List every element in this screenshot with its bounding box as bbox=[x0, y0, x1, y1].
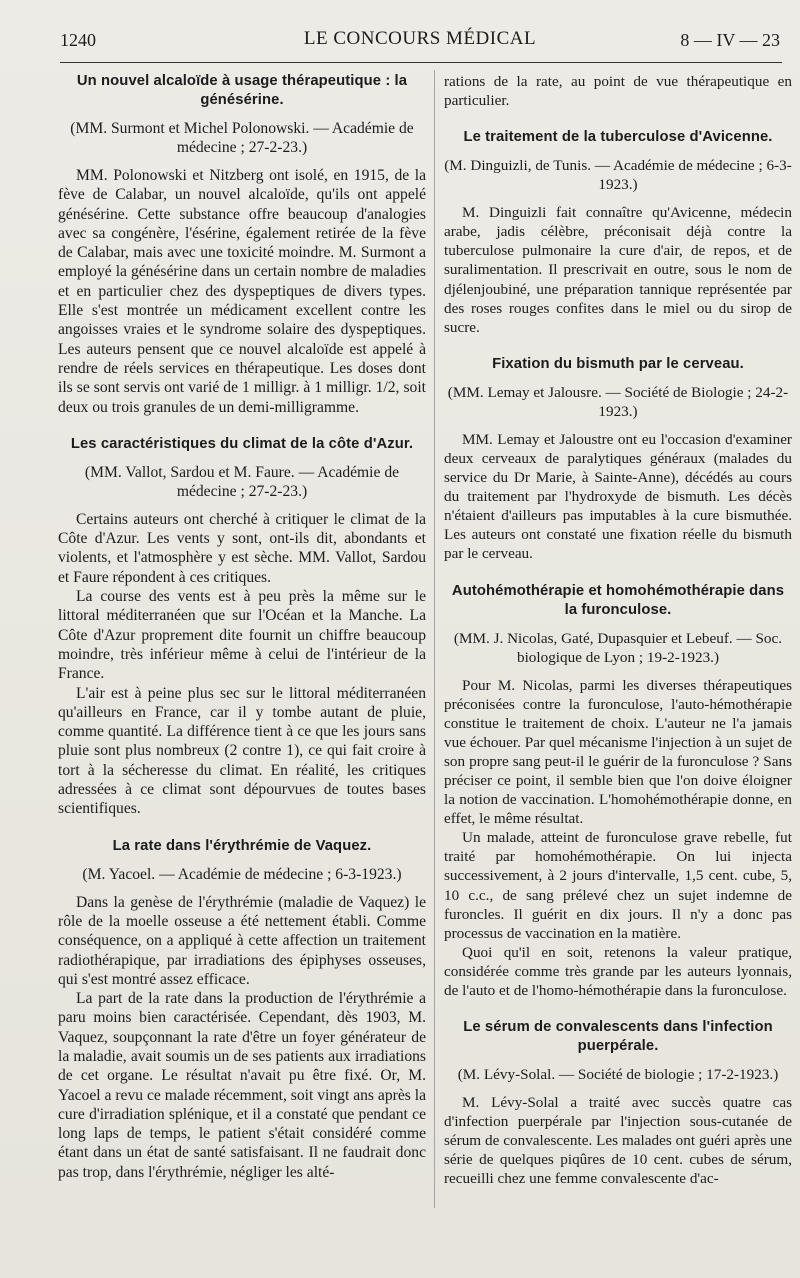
issue-date: 8 — IV — 23 bbox=[680, 30, 780, 50]
article-source: (MM. Vallot, Sardou et M. Faure. — Académie de médecine ; 27-2-23.) bbox=[84, 463, 400, 500]
article-paragraph: MM. Lemay et Jaloustre ont eu l'occasion d'examiner deux cerveaux de paralytiques généraux (malades du service du Dr Marie, à Sainte-Anne), décédés au cours du traitement par l'hydroxyde de bismuth. Les décès n'étaient d'ailleurs pas imputables à la cure bismuthée. Les auteurs ont constaté une fixation réelle du bismuth par le cerveau. bbox=[444, 430, 792, 563]
article-source: (M. Dinguizli, de Tunis. — Académie de médecine ; 6-3-1923.) bbox=[444, 157, 792, 194]
page-number: 1240 bbox=[60, 30, 96, 50]
journal-title: LE CONCOURS MÉDICAL bbox=[303, 28, 537, 49]
article bbox=[58, 837, 426, 1182]
article-paragraph: Certains auteurs ont cherché à critiquer le climat de la Côte d'Azur. Les vents y sont, ont-ils dit, abondants et violents, et l'atmosphère y est sèche. MM. Vallot, Sardou et Faure répondent à ces critiques. bbox=[58, 510, 426, 586]
article-paragraph: L'air est à peine plus sec sur le littoral méditerranéen qu'ailleurs en France, car il y tombe autant de pluie, comme quantité. La différence tient à ce que les jours sans pluie sont plus nombreux (2 contre 1), ce qui fait croire à tort à la sécheresse du climat. En réalité, les critiques adressées à ce climat sont dépourvues de toutes bases scientifiques. bbox=[58, 684, 426, 818]
article-source: (M. Lévy-Solal. — Société de biologie ; 17-2-1923.) bbox=[457, 1066, 779, 1084]
page-header bbox=[60, 28, 780, 56]
article bbox=[444, 355, 792, 564]
article-paragraph: M. Lévy-Solal a traité avec succès quatre cas d'infection puerpérale par l'injection sous-cutanée de sérum de convalescente. Les malades ont guéri après une série de quelques piqûres de 10 cent. cubes de sérum, recueilli chez une femme convalescente d'ac- bbox=[444, 1094, 792, 1188]
article-title: Un nouvel alcaloïde à usage thérapeutique : la génésérine. bbox=[76, 73, 408, 108]
article-source: (MM. Lemay et Jalousre. — Société de Biologie ; 24-2-1923.) bbox=[447, 383, 789, 420]
article-paragraph: MM. Polonowski et Nitzberg ont isolé, en 1915, de la fève de Calabar, un nouvel alcaloïde, qu'ils ont appelé génésérine. Cette substance offre beaucoup d'analogies avec sa congénère, l'ésérine, également retirée de la fève de Calabar, mais avec une toxicité moindre. M. Surmont a employé la génésérine dans un certain nombre de maladies et en particulier chez des dyspeptiques de divers types. Elle s'est montrée un médicament excellent contre les angoisses vraies et le syndrome solaire des dyspeptiques. Les auteurs pensent que ce nouvel alcaloïde est appelé à rendre de réels services en thérapeutique. Les doses dont ils se sont servis ont varié de 1 milligr. à 1 milligr. 1/2, soit deux ou trois granules de un demi-milligramme. bbox=[58, 167, 426, 416]
left-column bbox=[58, 72, 426, 1200]
article-source: (MM. J. Nicolas, Gaté, Dupasquier et Lebeuf. — Soc. biologique de Lyon ; 19-2-1923.) bbox=[453, 629, 783, 666]
article-paragraph: M. Dinguizli fait connaître qu'Avicenne, médecin arabe, jadis célèbre, préconisait déjà contre la tuberculose pulmonaire la cure d'air, de repos, et de suralimentation. Il prescrivait en outre, sous le nom de djélenjoubiné, une préparation tannique représentée par des roses rouges confites dans le miel ou du sirop de sucre. bbox=[444, 204, 792, 336]
continuation-paragraph: rations de la rate, au point de vue thérapeutique en particulier. bbox=[444, 73, 792, 110]
article bbox=[444, 128, 792, 337]
article-paragraph: Dans la genèse de l'érythrémie (maladie de Vaquez) le rôle de la moelle osseuse a été nettement établi. Comme conséquence, on a appliqué à cette affection un traitement radiothérapique, par irradiations des épiphyses osseuses, qui s'est montré assez efficace. bbox=[58, 893, 426, 988]
header-rule bbox=[60, 62, 782, 63]
article-title: La rate dans l'érythrémie de Vaquez. bbox=[112, 837, 372, 854]
article-title: Le traitement de la tuberculose d'Avicenne. bbox=[463, 129, 773, 146]
article-paragraph: Quoi qu'il en soit, retenons la valeur pratique, considérée comme très grande par les auteurs lyonnais, de l'auto et de l'homo-hémothérapie dans la furonculose. bbox=[444, 943, 792, 999]
right-column bbox=[444, 72, 792, 1207]
article bbox=[58, 435, 426, 819]
article-paragraph: La part de la rate dans la production de l'érythrémie a paru moins bien caractérisée. Cependant, dès 1903, M. Vaquez, soupçonnant la rate d'être un foyer générateur de la maladie, avait soumis un de ses patients aux irradiations de cet organe. Le résultat n'avait pu être fixé. Or, M. Yacoel a revu ce malade récemment, soit vingt ans après la cure d'irradiation splénique, et il a constaté que pendant ce long laps de temps, le patient s'était considéré comme étant dans un état de santé satisfaisant. Il ne faudrait donc pas trop, dans l'érythrémie, négliger les alté- bbox=[58, 990, 426, 1181]
article-title: Fixation du bismuth par le cerveau. bbox=[492, 355, 744, 372]
article-title: Les caractéristiques du climat de la côte d'Azur. bbox=[70, 435, 414, 452]
article-title: Le sérum de convalescents dans l'infection puerpérale. bbox=[463, 1019, 773, 1055]
article-title: Autohémothérapie et homohémothérapie dans la furonculose. bbox=[451, 582, 785, 618]
article-paragraph: Pour M. Nicolas, parmi les diverses thérapeutiques préconisées contre la furonculose, l'auto-hémothérapie constitue le traitement de choix. L'auteur ne l'a jamais vue échouer. Par quel mécanisme l'injection à un sujet de son propre sang peut-il le guérir de la furonculose ? Sans préciser ce point, il semble bien que l'on doive éloigner la notion de vaccination. L'homohémothérapie donne, en effet, le même résultat. bbox=[444, 676, 792, 828]
column-divider bbox=[434, 70, 435, 1208]
article-source: (MM. Surmont et Michel Polonowski. — Académie de médecine ; 27-2-23.) bbox=[70, 120, 414, 156]
article bbox=[58, 72, 426, 417]
article bbox=[444, 582, 792, 1001]
article bbox=[444, 1018, 792, 1188]
article-paragraph: La course des vents est à peu près la même sur le littoral méditerranéen que sur l'Océan et la Manche. La Côte d'Azur proprement dite fournit un chiffre beaucoup moindre, très inférieur même à celui de l'intérieur de la France. bbox=[58, 588, 426, 683]
article-source: (M. Yacoel. — Académie de médecine ; 6-3-1923.) bbox=[82, 865, 402, 883]
article-paragraph: Un malade, atteint de furonculose grave rebelle, fut traité par homohémothérapie. On lui injecta successivement, à 2 jours d'intervalle, 1,5 cent. cube, 5, 10 c.c., de sang prélevé chez un sujet indemne de furoncles. Il guérit en dix jours. Il n'y a donc pas processus de vaccination en la matière. bbox=[444, 829, 792, 942]
